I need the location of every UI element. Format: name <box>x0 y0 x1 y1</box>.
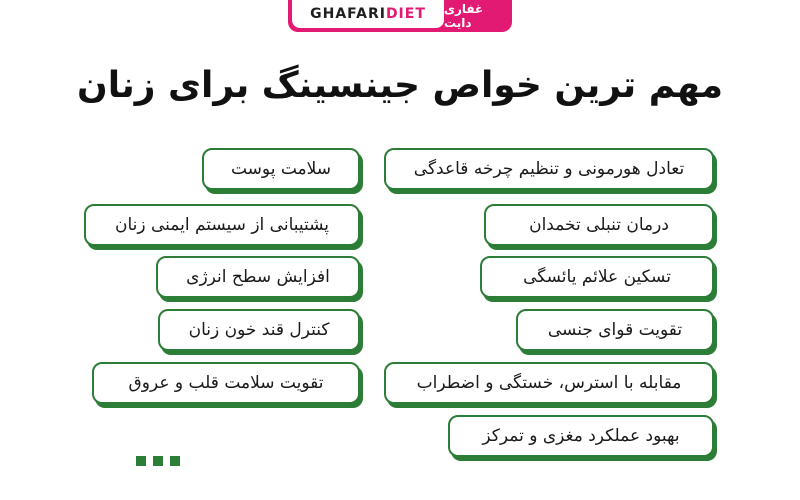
brand-latin-accent: DIET <box>385 6 426 22</box>
benefit-item-right-6: بهبود عملکرد مغزی و تمرکز <box>448 415 714 457</box>
dot-icon <box>153 456 163 466</box>
benefit-item-left-3: افزایش سطح انرژی <box>156 256 360 298</box>
brand-logo <box>288 0 512 32</box>
brand-latin <box>292 0 444 28</box>
benefit-item-left-4: کنترل قند خون زنان <box>158 309 360 351</box>
page-title: مهم ترین خواص جینسینگ برای زنان <box>76 65 723 106</box>
brand-persian: غفاری دایت <box>444 2 484 30</box>
benefit-item-left-2: پشتیبانی از سیستم ایمنی زنان <box>84 204 360 246</box>
benefit-item-right-5: مقابله با استرس، خستگی و اضطراب <box>384 362 714 404</box>
dot-icon <box>170 456 180 466</box>
benefit-item-right-4: تقویت قوای جنسی <box>516 309 714 351</box>
dot-icon <box>136 456 146 466</box>
more-dots-icon <box>136 456 180 466</box>
benefit-item-left-5: تقویت سلامت قلب و عروق <box>92 362 360 404</box>
benefit-item-right-3: تسکین علائم یائسگی <box>480 256 714 298</box>
brand-latin-main: GHAFARI <box>310 6 386 22</box>
benefit-item-right-2: درمان تنبلی تخمدان <box>484 204 714 246</box>
benefit-item-right-1: تعادل هورمونی و تنظیم چرخه قاعدگی <box>384 148 714 190</box>
benefit-item-left-1: سلامت پوست <box>202 148 360 190</box>
